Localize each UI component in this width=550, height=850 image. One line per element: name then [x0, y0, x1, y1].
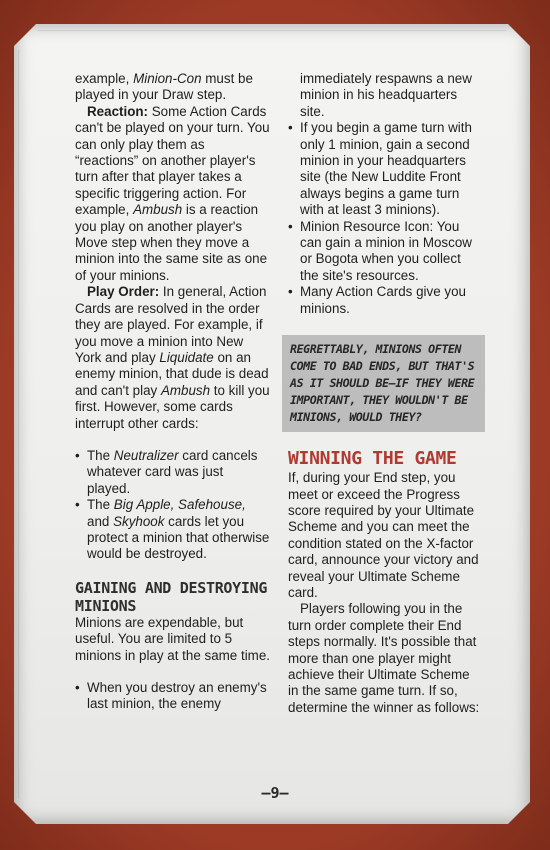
right-column — [288, 71, 483, 716]
list-item: • The Neutralizer card cancels whatever card was just played. — [75, 447, 258, 496]
list-item: • Minion Resource Icon: You can gain a minion in Moscow or Bogota when you collect the site's resources. — [288, 218, 472, 283]
paragraph-reaction: Reaction: Some Action Cards can't be played on your turn. You can only play them as “reactions” on another player's turn after that player takes a specific triggering action. For example, Ambush is a reaction you play on another player's Move step when they move a minion into the same site as one of your minions. — [75, 103, 270, 283]
page-number: —9— — [261, 784, 289, 802]
list-item: • If you begin a game turn with only 1 minion, gain a second minion in your headquarters site (the New Luddite Front always begins a game turn with at least 3 minions). — [288, 120, 472, 218]
destroy-list — [75, 680, 270, 713]
paragraph-minions-expendable: Minions are expendable, but useful. You are limited to 5 minions in play at the same time. — [75, 614, 270, 663]
paragraph-end-step-victory: If, during your End step, you meet or exceed the Progress score required by your Ultimate Scheme and you can meet the condition stated on the X-factor card, announce your victory and reveal your Ultimate Scheme card. — [288, 470, 479, 600]
minion-rules-list — [288, 120, 483, 317]
heading-winning-the-game: WINNING THE GAME — [288, 448, 457, 470]
list-item: • The Big Apple, Safehouse, and Skyhook cards let you protect a minion that otherwise would be destroyed. — [75, 497, 270, 562]
paragraph-play-order: Play Order: In general, Action Cards are resolved in the order they are played. For example, if you move a minion into New York and play Liquidate on an enemy minion, that dude is dead and can't play Ambush to kill you first. However, some cards interrupt other cards: — [75, 284, 270, 431]
list-item: • When you destroy an enemy's last minion, the enemy — [75, 680, 267, 712]
bullet-continuation: immediately respawns a new minion in his headquarters site. — [300, 71, 472, 119]
heading-gaining-destroying-minions: GAINING AND DESTROYING MINIONS — [75, 578, 268, 615]
list-item: • Many Action Cards give you minions. — [288, 284, 466, 316]
paragraph-draw-step: example, Minion-Con must be played in your Draw step. — [75, 71, 253, 103]
left-column — [75, 71, 270, 713]
flavor-text-callout: REGRETTABLY, MINIONS OFTEN COME TO BAD ENDS, BUT THAT'S AS IT SHOULD BE—IF THEY WERE IMPORTANT, THEY WOULDN'T BE MINIONS, WOULD THEY? — [282, 335, 485, 432]
paragraph-turn-order: Players following you in the turn order complete their End steps normally. It's possible that more than one player might achieve their Ultimate Scheme in the same game turn. If so, determine the winner as follows: — [288, 601, 480, 715]
interrupt-list — [75, 448, 270, 563]
